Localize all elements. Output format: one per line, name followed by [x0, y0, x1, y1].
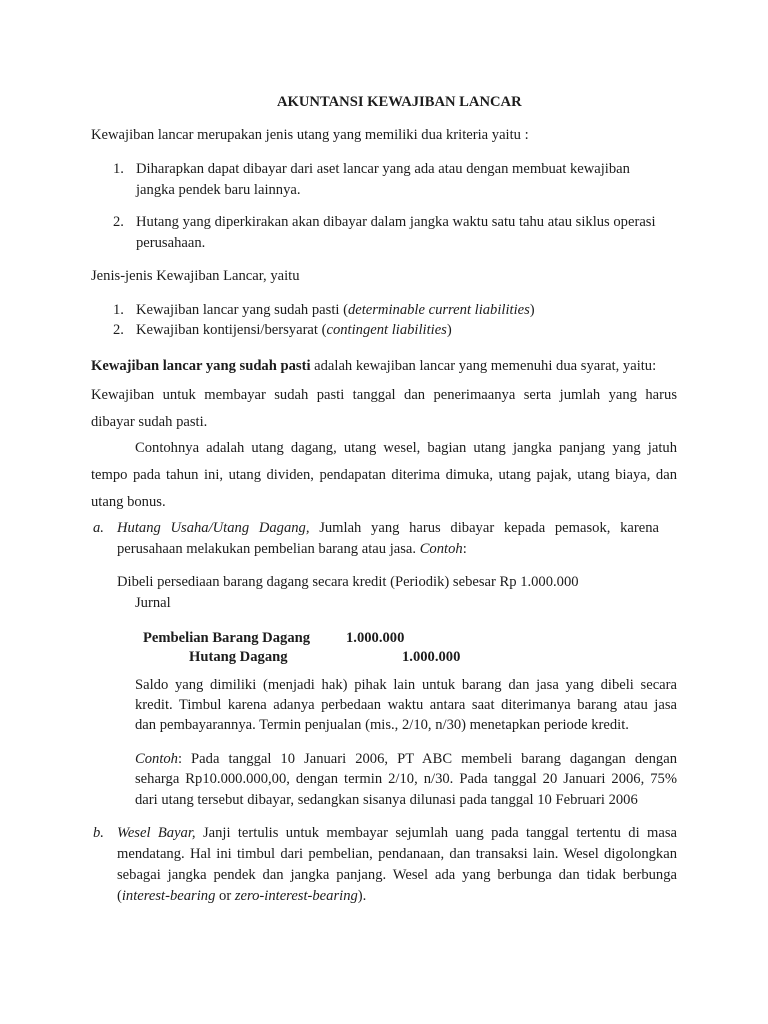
journal-credit-amount: 1.000.000 [402, 649, 461, 665]
item-b-line4: (interest-bearing or zero-interest-bearing). [117, 888, 367, 904]
criteria-item-2-line1: Hutang yang diperkirakan akan dibayar dalam jangka waktu satu tahu atau siklus operasi [136, 214, 656, 230]
type-item-2: Kewajiban kontijensi/bersyarat (contingent liabilities) [136, 322, 452, 338]
item-b-label: b. [93, 825, 104, 841]
item-a-desc-line2: kredit. Timbul karena adanya perbedaan waktu antara saat diterimanya barang atau jasa [135, 697, 677, 713]
item-a-jurnal-label: Jurnal [135, 595, 171, 611]
item-a-desc-line3: dan pembayarannya. Termin penjualan (mis., 2/10, n/30) menetapkan periode kredit. [135, 717, 629, 733]
definite-line1: Kewajiban lancar yang sudah pasti adalah kewajiban lancar yang memenuhi dua syarat, yaitu: [91, 358, 657, 374]
item-a-desc-line1: Saldo yang dimiliki (menjadi hak) pihak lain untuk barang dan jasa yang dibeli secara [135, 677, 677, 693]
journal-credit-account: Hutang Dagang [189, 649, 288, 665]
criteria-item-1-line2: jangka pendek baru lainnya. [136, 182, 301, 198]
item-a-label: a. [93, 520, 104, 536]
criteria-item-2-number: 2. [113, 214, 124, 230]
type-item-1-number: 1. [113, 302, 124, 318]
page-title: AKUNTANSI KEWAJIBAN LANCAR [277, 94, 522, 110]
type-item-2-number: 2. [113, 322, 124, 338]
example-line3: utang bonus. [91, 494, 166, 510]
type-item-1: Kewajiban lancar yang sudah pasti (determinable current liabilities) [136, 302, 535, 318]
criteria-item-2-line2: perusahaan. [136, 235, 206, 251]
definite-line3: dibayar sudah pasti. [91, 414, 208, 430]
definite-line2: Kewajiban untuk membayar sudah pasti tanggal dan penerimaanya serta jumlah yang harus [91, 387, 677, 403]
item-a-example-line3: dari utang tersebut dibayar, sedangkan sisanya dilunasi pada tanggal 10 Februari 2006 [135, 792, 638, 808]
item-b-line3: sebagai jangka pendek dan jangka panjang. Wesel ada yang berbunga dan tidak berbunga [117, 867, 677, 883]
journal-debit-account: Pembelian Barang Dagang [143, 630, 311, 646]
types-heading: Jenis-jenis Kewajiban Lancar, yaitu [91, 268, 300, 284]
criteria-item-1-number: 1. [113, 161, 124, 177]
criteria-item-1-line1: Diharapkan dapat dibayar dari aset lancar yang ada atau dengan membuat kewajiban [136, 161, 630, 177]
example-line1: Contohnya adalah utang dagang, utang wesel, bagian utang jangka panjang yang jatuh [135, 440, 677, 456]
item-a-example-line1: Contoh: Pada tanggal 10 Januari 2006, PT ABC membeli barang dagangan dengan [135, 751, 677, 767]
intro-text: Kewajiban lancar merupakan jenis utang yang memiliki dua kriteria yaitu : [91, 127, 529, 143]
item-a-line2: perusahaan melakukan pembelian barang atau jasa. Contoh: [117, 541, 467, 557]
example-line2: tempo pada tahun ini, utang dividen, pendapatan diterima dimuka, utang pajak, utang biaya, dan [91, 467, 677, 483]
item-b-line1: Wesel Bayar, Janji tertulis untuk membayar sejumlah uang pada tanggal tertentu di masa [117, 825, 677, 841]
item-a-line1: Hutang Usaha/Utang Dagang, Jumlah yang harus dibayar kepada pemasok, karena [117, 520, 659, 536]
item-a-example-line2: seharga Rp10.000.000,00, dengan termin 2/10, n/30. Pada tanggal 20 Januari 2006, 75% [135, 771, 677, 787]
item-a-purchase: Dibeli persediaan barang dagang secara kredit (Periodik) sebesar Rp 1.000.000 [117, 574, 579, 590]
journal-debit-amount: 1.000.000 [346, 630, 405, 646]
item-b-line2: mendatang. Hal ini timbul dari pembelian, pendanaan, dan transaksi lain. Wesel digolongkan [117, 846, 677, 862]
